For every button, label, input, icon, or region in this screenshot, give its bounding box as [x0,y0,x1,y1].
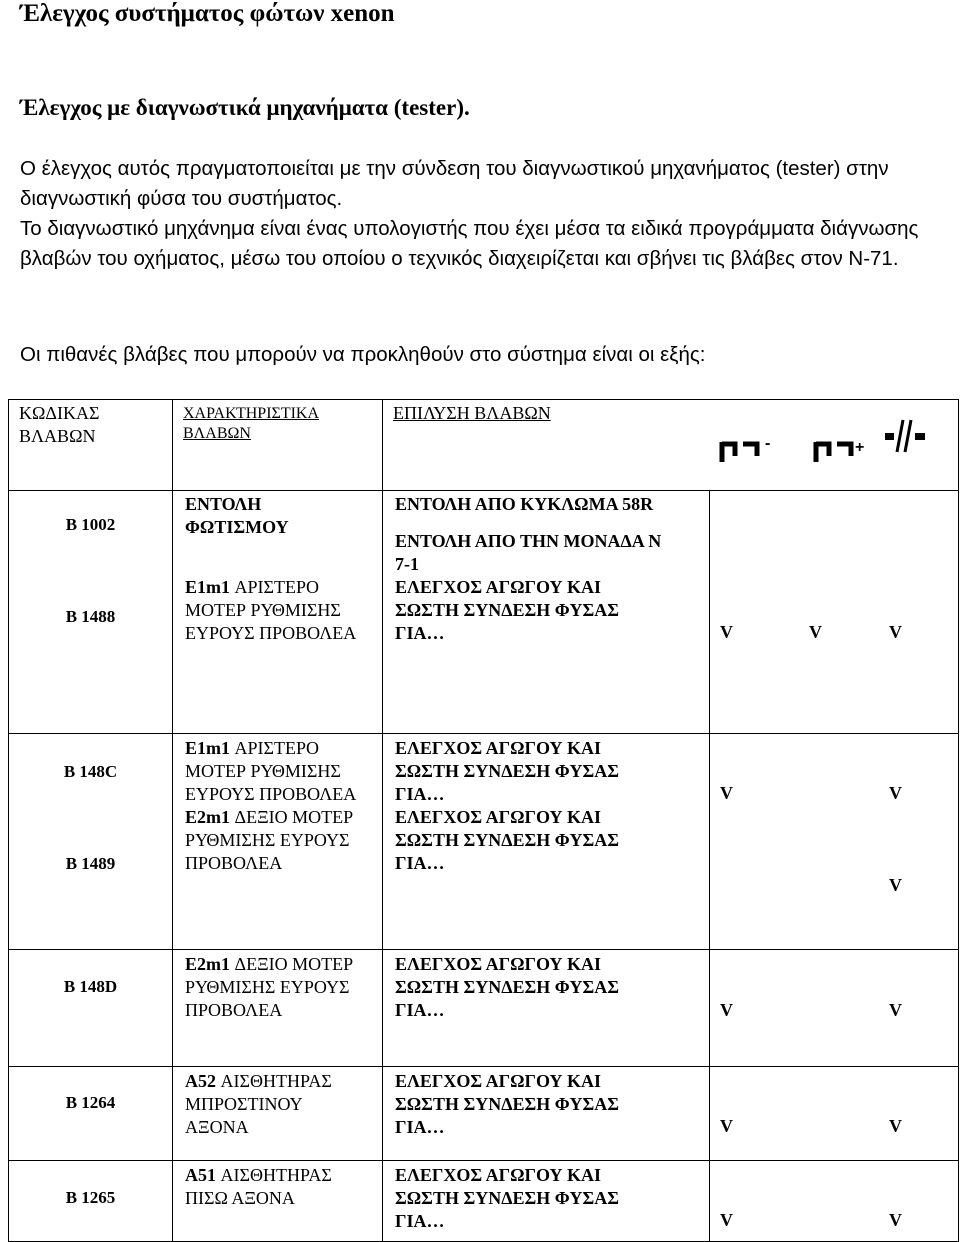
check-mark: V [720,1210,733,1230]
component-code: E1m1 [185,577,230,597]
check-marks-cell [710,950,959,1067]
check-mark: V [889,622,902,642]
solution-text: ΕΝΤΟΛΗ ΑΠΟ ΚΥΚΛΩΜΑ 58R [395,494,654,514]
code-cell [9,950,173,1067]
header-desc-label: ΧΑΡΑΚΤΗΡΙΣΤΙΚΑ [183,405,320,422]
fault-codes-table [8,399,959,1242]
table-row [9,491,959,734]
fault-code: B 1265 [65,1188,116,1207]
check-marks-cell [710,491,959,734]
table-row [9,1161,959,1242]
description-bold: ΕΝΤΟΛΗ [185,494,262,514]
faults-intro-paragraph: Οι πιθανές βλάβες που μπορούν να προκληθούν στο σύστημα είναι οι εξής: [20,343,706,366]
fault-code: B 1488 [65,607,116,626]
page-title: Έλεγχος συστήματος φώτων xenon [20,0,395,27]
description-text: ΑΙΣΘΗΤΗΡΑΣ ΜΠΡΟΣΤΙΝΟΥ ΑΞΟΝΑ [185,1071,332,1137]
solution-cell [383,1067,710,1161]
check-mark: V [889,1000,902,1020]
solution-cell [383,734,710,950]
header-solution-cell [383,400,959,491]
table-row [9,950,959,1067]
solution-text: ΕΛΕΓΧΟΣ ΑΓΩΓΟΥ ΚΑΙ ΣΩΣΤΗ ΣΥΝΔΕΣΗ ΦΥΣΑΣ ΓΙΑ… [395,807,620,873]
solution-cell [383,491,710,734]
open-circuit-icon [883,416,933,456]
check-mark: V [809,622,822,642]
solution-text: ΕΛΕΓΧΟΣ ΑΓΩΓΟΥ ΚΑΙ ΣΩΣΤΗ ΣΥΝΔΕΣΗ ΦΥΣΑΣ ΓΙΑ… [395,954,620,1020]
solution-cell [383,950,710,1067]
header-code-label-2: ΒΛΑΒΩΝ [19,426,96,446]
solution-text: ΕΛΕΓΧΟΣ ΑΓΩΓΟΥ ΚΑΙ ΣΩΣΤΗ ΣΥΝΔΕΣΗ ΦΥΣΑΣ ΓΙΑ… [395,577,620,643]
solution-text: ΕΛΕΓΧΟΣ ΑΓΩΓΟΥ ΚΑΙ ΣΩΣΤΗ ΣΥΝΔΕΣΗ ΦΥΣΑΣ ΓΙΑ… [395,738,620,804]
header-desc-cell [173,400,383,491]
table-row [9,734,959,950]
table-row [9,1067,959,1161]
solution-text: ΕΛΕΓΧΟΣ ΑΓΩΓΟΥ ΚΑΙ ΣΩΣΤΗ ΣΥΝΔΕΣΗ ΦΥΣΑΣ ΓΙΑ… [395,1071,620,1137]
plus-sign: + [855,439,865,456]
component-code: A52 [185,1071,216,1091]
section-subtitle: Έλεγχος με διαγνωστικά μηχανήματα (tester). [20,95,470,120]
header-code-label: ΚΩΔΙΚΑΣ [19,403,100,423]
solution-text: ΕΝΤΟΛΗ ΑΠΟ ΤΗΝ ΜΟΝΑΔΑ Ν 7-1 [395,531,662,574]
component-code: E2m1 [185,807,230,827]
description-cell [173,1161,383,1242]
check-mark: V [889,1210,902,1230]
header-code-cell [9,400,173,491]
header-solution-label: ΕΠΙΛΥΣΗ ΒΛΑΒΩΝ [393,403,551,423]
component-code: E1m1 [185,738,230,758]
tester-paragraph: Το διαγνωστικό μηχάνημα είναι ένας υπολογιστής που έχει μέσα τα ειδικά προγράμματα διάγνωσης βλαβών του οχήματος, μέσω του οποίου ο τεχνικός διαχειρίζεται και σβήνει τις βλάβες στον N-71. [20,217,919,270]
code-cell [9,1067,173,1161]
description-cell [173,491,383,734]
intro-paragraph: Ο έλεγχος αυτός πραγματοποιείται με την σύνδεση του διαγνωστικού μηχανήματος (tester) στην διαγνωστική φύσα του συστήματος. [20,157,889,210]
check-mark: V [720,1000,733,1020]
check-mark: V [889,1116,902,1136]
fault-code: B 1002 [65,515,116,534]
header-desc-label-2: ΒΛΑΒΩΝ [183,425,251,442]
description-cell [173,734,383,950]
solution-text: ΕΛΕΓΧΟΣ ΑΓΩΓΟΥ ΚΑΙ ΣΩΣΤΗ ΣΥΝΔΕΣΗ ΦΥΣΑΣ ΓΙΑ… [395,1165,620,1231]
check-mark: V [889,783,902,803]
table-header-row [9,400,959,491]
description-text: ΔΕΞΙΟ ΜΟΤΕΡ ΡΥΘΜΙΣΗΣ ΕΥΡΟΥΣ ΠΡΟΒΟΛΕΑ [185,807,354,873]
check-mark: V [720,783,733,803]
minus-sign: - [765,435,771,452]
component-code: A51 [185,1165,216,1185]
check-marks-cell [710,1161,959,1242]
description-text: ΔΕΞΙΟ ΜΟΤΕΡ ΡΥΘΜΙΣΗΣ ΕΥΡΟΥΣ ΠΡΟΒΟΛΕΑ [185,954,354,1020]
description-text: ΑΙΣΘΗΤΗΡΑΣ ΠΙΣΩ ΑΞΟΝΑ [185,1165,332,1208]
solution-cell [383,1161,710,1242]
check-mark: V [720,622,733,642]
description-bold: ΦΩΤΙΣΜΟΥ [185,517,289,537]
check-marks-cell [710,734,959,950]
check-mark: V [720,1116,733,1136]
check-marks-cell [710,1067,959,1161]
check-mark: V [889,875,902,895]
fault-code: B 148D [63,977,118,996]
code-cell [9,491,173,734]
description-cell [173,950,383,1067]
code-cell [9,734,173,950]
short-to-ground-icon [719,434,783,466]
fault-code: B 148C [63,762,118,781]
description-text: ΑΡΙΣΤΕΡΟ ΜΟΤΕΡ ΡΥΘΜΙΣΗΣ ΕΥΡΟΥΣ ΠΡΟΒΟΛΕΑ [185,738,357,804]
fault-code: B 1489 [65,854,116,873]
description-cell [173,1067,383,1161]
fault-code: B 1264 [65,1093,116,1112]
component-code: E2m1 [185,954,230,974]
code-cell [9,1161,173,1242]
description-text: ΑΡΙΣΤΕΡΟ ΜΟΤΕΡ ΡΥΘΜΙΣΗΣ ΕΥΡΟΥΣ ΠΡΟΒΟΛΕΑ [185,577,357,643]
short-to-positive-icon [813,434,877,466]
